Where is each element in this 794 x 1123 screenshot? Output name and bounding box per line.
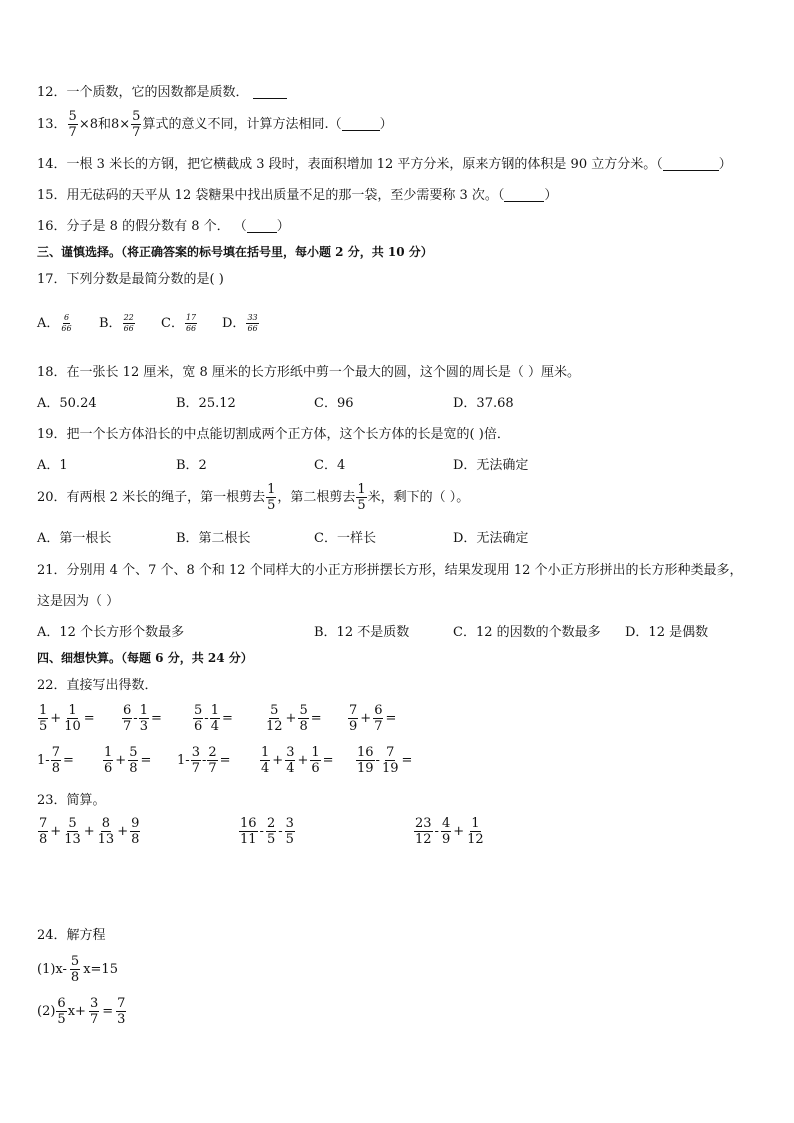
answer-blank[interactable] xyxy=(342,118,380,131)
question-23 xyxy=(37,794,106,807)
question-21 xyxy=(37,564,743,577)
option-b[interactable]: B．第二根长 xyxy=(176,531,251,546)
expression: 1 5 + $\frac{1}{10}$ = xyxy=(39,703,95,734)
expression: 6 7 - $\frac{1}{3}$ = xyxy=(123,703,162,734)
q-text: 在一张长 12 厘米，宽 8 厘米的长方形纸中剪一个最大的圆，这个圆的周长是（ ）厘米。 xyxy=(66,365,581,380)
q-text: 一个质数，它的因数都是质数． xyxy=(66,85,249,100)
expression: 1 - 3 7 - $\frac{2}{7}$ = xyxy=(177,745,231,776)
q-number: 24． xyxy=(37,928,67,943)
q-number: 17． xyxy=(37,272,67,287)
expression: 16 11 - 2 5 - 3 5 xyxy=(240,816,294,847)
q-text: 米，剩下的（ ）。 xyxy=(367,490,470,505)
q-number: 16． xyxy=(37,219,67,234)
answer-blank[interactable] xyxy=(247,220,277,233)
option-b[interactable]: B．2 xyxy=(176,458,207,473)
q17-options xyxy=(37,314,260,333)
question-20 xyxy=(37,483,469,512)
q-number: 20． xyxy=(37,490,67,505)
option-c[interactable]: C．一样长 xyxy=(314,531,376,546)
q-text: 分子是 8 的假分数有 8 个． （ xyxy=(66,219,247,234)
equation-1: (1)x- 5 8 x=15 xyxy=(37,954,118,985)
question-18 xyxy=(37,366,580,379)
equation-2: (2) 6 5 x+ $\frac{3}{7}$ = $\frac{7}{3}$ xyxy=(37,996,126,1027)
question-15 xyxy=(37,189,557,202)
q-number: 14． xyxy=(37,157,67,172)
option-a[interactable]: A．1 xyxy=(37,458,68,473)
expression: 1 4 + $\frac{3}{4}$ + $\frac{1}{6}$ = xyxy=(261,745,334,776)
close-paren: ） xyxy=(379,117,393,132)
q-text: 用无砝码的天平从 12 袋糖果中找出质量不足的那一袋，至少需要称 3 次。（ xyxy=(66,188,505,203)
question-19 xyxy=(37,428,510,441)
fraction: $\frac{5}{7}$ xyxy=(132,109,141,140)
option-d[interactable]: D．无法确定 xyxy=(453,531,529,546)
expression: 5 12 + $\frac{5}{8}$ = xyxy=(266,703,322,734)
question-17 xyxy=(37,273,224,286)
q-number: 15． xyxy=(37,188,67,203)
option-a[interactable]: A．12 个长方形个数最多 xyxy=(37,625,185,640)
question-14 xyxy=(37,158,732,171)
answer-blank[interactable] xyxy=(663,158,719,171)
fraction: 1 5 xyxy=(267,482,276,513)
q-number: 22． xyxy=(37,678,67,693)
expression: 7 8 + $\frac{5}{13}$ + $\frac{8}{13}$ + $\frac{9}{8}$ xyxy=(39,816,140,847)
q-number: 13． xyxy=(37,117,67,132)
option-b[interactable]: B．12 不是质数 xyxy=(314,625,410,640)
expression: 5 6 - $\frac{1}{4}$ = xyxy=(194,703,233,734)
option-c[interactable]: C．12 的因数的个数最多 xyxy=(453,625,601,640)
expression: 16 19 - $\frac{7}{19}$ = xyxy=(357,745,413,776)
option-a[interactable]: A． 6 66 xyxy=(37,313,72,333)
q-number: 23． xyxy=(37,793,67,808)
option-d[interactable]: D．无法确定 xyxy=(453,458,529,473)
question-22 xyxy=(37,679,158,692)
expression: 23 12 - 4 9 + $\frac{1}{12}$ xyxy=(415,816,484,847)
question-13 xyxy=(37,110,393,139)
q-text: 把一个长方体沿长的中点能切割成两个正方体，这个长方体的长是宽的( )倍． xyxy=(66,427,510,442)
section-4-title: 四、细想快算。（每题 6 分，共 24 分） xyxy=(37,651,253,665)
option-d[interactable]: D． 33 66 xyxy=(222,313,258,333)
close-paren: ） xyxy=(276,219,290,234)
fraction: $\frac{5}{7}$ xyxy=(68,109,77,140)
q-text: 算式的意义不同，计算方法相同.（ xyxy=(142,117,342,132)
q-number: 18． xyxy=(37,365,67,380)
option-b[interactable]: B． 22 66 xyxy=(99,313,134,333)
question-16 xyxy=(37,220,290,233)
q-number: 12． xyxy=(37,85,67,100)
q-text: 一根 3 米长的方钢，把它横截成 3 段时，表面积增加 12 平方分米，原来方钢的体积是 90 立方分米。（ xyxy=(66,157,663,172)
expression: 7 9 + $\frac{6}{7}$ = xyxy=(349,703,397,734)
option-c[interactable]: C． 17 66 xyxy=(161,313,197,333)
section-3-title: 三、谨慎选择。（将正确答案的标号填在括号里，每小题 2 分，共 10 分） xyxy=(37,245,433,259)
q-text: 下列分数是最简分数的是( ) xyxy=(66,272,224,287)
q-text: 分别用 4 个、7 个、8 个和 12 个同样大的小正方形拼摆长方形，结果发现用 12 个小正方形拼出的长方形种类最多， xyxy=(66,563,743,578)
fraction: 1 5 xyxy=(357,482,366,513)
close-paren: ） xyxy=(718,157,732,172)
option-c[interactable]: C．4 xyxy=(314,458,346,473)
expression: 1 6 + $\frac{5}{8}$ = xyxy=(104,745,152,776)
q-number: 19． xyxy=(37,427,67,442)
option-c[interactable]: C．96 xyxy=(314,396,354,411)
q-text: 简算。 xyxy=(66,793,106,808)
question-12 xyxy=(37,86,287,99)
q-text: ×8和8× xyxy=(78,117,131,132)
option-a[interactable]: A．50.24 xyxy=(37,396,97,411)
option-d[interactable]: D．37.68 xyxy=(453,396,514,411)
question-24 xyxy=(37,929,106,942)
q-number: 21． xyxy=(37,563,67,578)
expression: 1 - $\frac{7}{8}$ = xyxy=(37,745,74,776)
answer-blank[interactable] xyxy=(504,189,544,202)
q-text: 有两根 2 米长的绳子，第一根剪去 xyxy=(66,490,266,505)
answer-blank[interactable] xyxy=(253,86,287,99)
close-paren: ） xyxy=(544,188,558,203)
q21-text-line2: 这是因为（ ） xyxy=(37,594,120,609)
option-a[interactable]: A．第一根长 xyxy=(37,531,112,546)
q-text: 直接写出得数． xyxy=(66,678,158,693)
option-d[interactable]: D．12 是偶数 xyxy=(625,625,709,640)
q-text: ，第二根剪去 xyxy=(277,490,356,505)
q-text: 解方程 xyxy=(66,928,106,943)
option-b[interactable]: B．25.12 xyxy=(176,396,236,411)
